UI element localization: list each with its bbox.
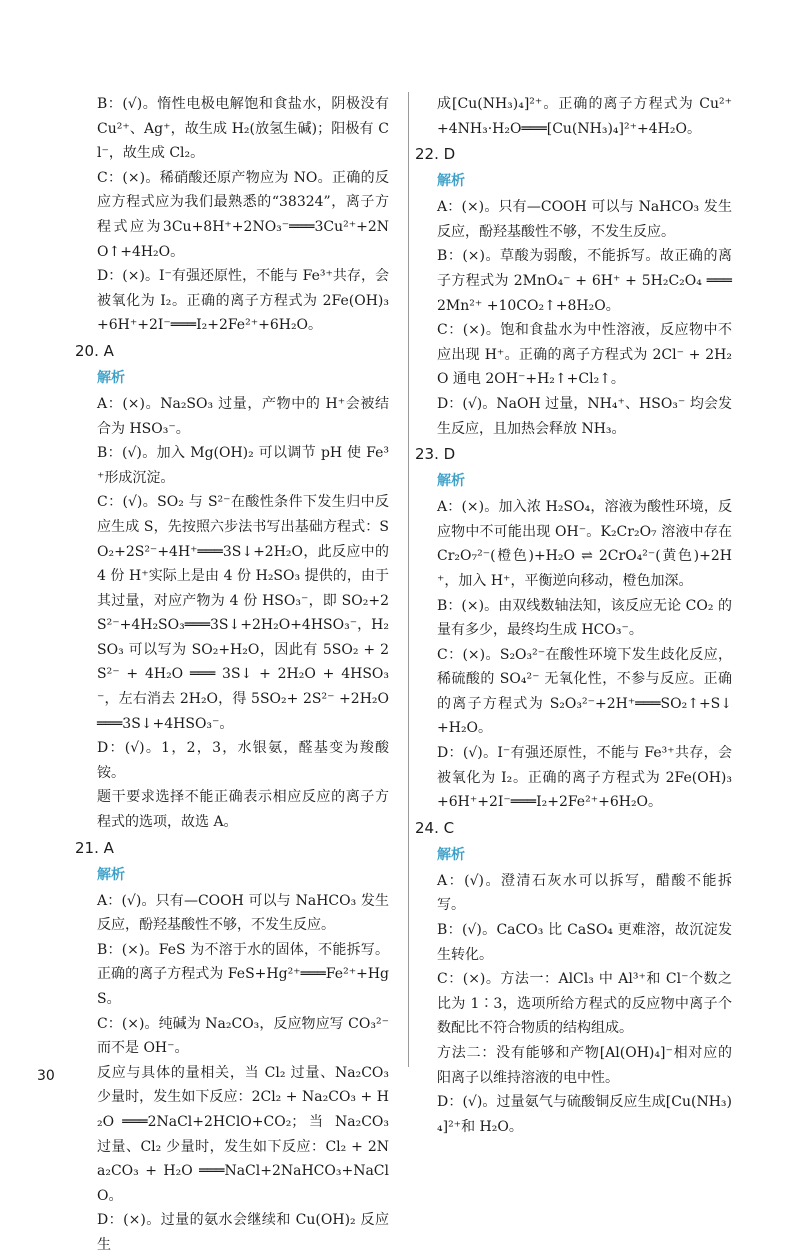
- paragraph: D：(√)。I⁻有强还原性，不能与 Fe³⁺共存，会被氧化为 I₂。正确的离子方程式为 2Fe(OH)₃ +6H⁺+2I⁻═══I₂+2Fe²⁺+6H₂O。: [437, 745, 732, 811]
- paragraph: C：(×)。方法一：AlCl₃ 中 Al³⁺和 Cl⁻个数之比为 1∶3，选项所给方程式的反应物中离子个数配比不符合物质的结构组成。: [437, 971, 732, 1037]
- paragraph: B：(√)。CaCO₃ 比 CaSO₄ 更难溶，故沉淀发生转化。: [437, 922, 732, 963]
- left-column: [75, 92, 389, 1258]
- paragraph: A：(√)。只有—COOH 可以与 NaHCO₃ 发生反应，酚羟基酸性不够，不发生反应。: [97, 892, 389, 934]
- paragraph: B：(√)。惰性电极电解饱和食盐水，阴极没有Cu²⁺、Ag⁺，故生成 H₂(放氢生碱)；阳极有 Cl⁻，故生成 Cl₂。: [97, 96, 389, 162]
- question-number: 21. A: [75, 838, 114, 857]
- analysis-heading: 解析: [437, 473, 465, 490]
- analysis-heading: 解析: [437, 173, 465, 190]
- paragraph: B：(×)。FeS 为不溶于水的固体，不能拆写。正确的离子方程式为 FeS+Hg²⁺═══Fe²⁺+HgS。: [97, 941, 389, 1007]
- paragraph: 方法二：没有能够和产物[Al(OH)₄]⁻相对应的阳离子以维持溶液的电中性。: [437, 1045, 732, 1086]
- paragraph: D：(×)。过量的氨水会继续和 Cu(OH)₂ 反应生: [97, 1212, 389, 1253]
- right-column: [415, 92, 732, 1139]
- paragraph: D：(√)。NaOH 过量，NH₄⁺、HSO₃⁻ 均会发生反应，且加热会释放 NH₃。: [437, 395, 732, 437]
- paragraph: C：(×)。稀硝酸还原产物应为 NO。正确的反应方程式应为我们最熟悉的“38324”，离子方程式应为3Cu+8H⁺+2NO₃⁻═══3Cu²⁺+2NO↑+4H₂O。: [97, 169, 389, 260]
- paragraph: C：(×)。饱和食盐水为中性溶液，反应物中不应出现 H⁺。正确的离子方程式为 2Cl⁻ + 2H₂O 通电 2OH⁻+H₂↑+Cl₂↑。: [437, 322, 732, 388]
- page-number: 30: [37, 1068, 55, 1084]
- paragraph: D：(×)。I⁻有强还原性，不能与 Fe³⁺共存，会被氧化为 I₂。正确的离子方程式为 2Fe(OH)₃ +6H⁺+2I⁻═══I₂+2Fe²⁺+6H₂O。: [97, 268, 389, 334]
- paragraph: D：(√)。1，2，3，水银氨，醛基变为羧酸铵。: [97, 740, 389, 781]
- paragraph: 成[Cu(NH₃)₄]²⁺。正确的离子方程式为 Cu²⁺ +4NH₃·H₂O═══[Cu(NH₃)₄]²⁺+4H₂O。: [437, 96, 732, 137]
- paragraph: C：(×)。纯碱为 Na₂CO₃，反应物应写 CO₃²⁻ 而不是 OH⁻。: [97, 1015, 389, 1057]
- paragraph: A：(√)。澄清石灰水可以拆写，醋酸不能拆写。: [437, 872, 732, 914]
- paragraph: D：(√)。过量氨气与硫酸铜反应生成[Cu(NH₃)₄]²⁺和 H₂O。: [437, 1094, 732, 1135]
- analysis-heading: 解析: [97, 369, 125, 386]
- question-number: 24. C: [415, 818, 455, 837]
- paragraph: A：(×)。加入浓 H₂SO₄，溶液为酸性环境，反应物中不可能出现 OH⁻。K₂Cr₂O₇ 溶液中存在Cr₂O₇²⁻(橙色)+H₂O ⇌ 2CrO₄²⁻(黄色)+2H⁺，加入 H⁺，平衡逆向移动，橙色加深。: [437, 499, 732, 589]
- analysis-heading: 解析: [437, 846, 465, 863]
- paragraph: A：(×)。只有—COOH 可以与 NaHCO₃ 发生反应，酚羟基酸性不够，不发生反应。: [437, 199, 732, 240]
- paragraph: B：(√)。加入 Mg(OH)₂ 可以调节 pH 使 Fe³⁺形成沉淀。: [97, 445, 389, 486]
- question-number: 23. D: [415, 445, 456, 464]
- paragraph: 题干要求选择不能正确表示相应反应的离子方程式的选项，故选 A。: [97, 789, 389, 831]
- paragraph: C：(√)。SO₂ 与 S²⁻在酸性条件下发生归中反应生成 S，先按照六步法书写出基础方程式：SO₂+2S²⁻+4H⁺═══3S↓+2H₂O，此反应中的 4 份 H⁺实际上是由 4 份 H₂SO₃ 提供的，由于其过量，对应产物为 4 份 HSO₃⁻，即 SO₂+2S²⁻+4H₂SO₃═══3S↓+2H₂O+4HSO₃⁻，H₂SO₃ 可以写为 SO₂+H₂O，因此有 5SO₂ + 2S²⁻ + 4H₂O ═══ 3S↓ + 2H₂O + 4HSO₃⁻，左右消去 2H₂O，得 5SO₂+ 2S²⁻ +2H₂O═══3S↓+4HSO₃⁻。: [97, 494, 389, 732]
- paragraph: B：(×)。草酸为弱酸，不能拆写。故正确的离子方程式为 2MnO₄⁻ + 6H⁺ + 5H₂C₂O₄ ═══2Mn²⁺ +10CO₂↑+8H₂O。: [437, 248, 732, 314]
- paragraph: B：(×)。由双线数轴法知，该反应无论 CO₂ 的量有多少，最终均生成 HCO₃⁻。: [437, 597, 732, 639]
- column-divider: [408, 92, 409, 1067]
- paragraph: 反应与具体的量相关，当 Cl₂ 过量、Na₂CO₃ 少量时，发生如下反应：2Cl₂ + Na₂CO₃ + H₂O ═══2NaCl+2HClO+CO₂；当 Na₂CO₃ 过量、Cl₂ 少量时，发生如下反应：Cl₂ + 2Na₂CO₃ + H₂O ═══NaCl+2NaHCO₃+NaClO。: [97, 1064, 389, 1204]
- question-number: 22. D: [415, 145, 456, 164]
- question-number: 20. A: [75, 341, 114, 360]
- paragraph: A：(×)。Na₂SO₃ 过量，产物中的 H⁺会被结合为 HSO₃⁻。: [97, 395, 389, 437]
- paragraph: C：(×)。S₂O₃²⁻在酸性环境下发生歧化反应，稀硫酸的 SO₄²⁻ 无氧化性，不参与反应。正确的离子方程式为 S₂O₃²⁻+2H⁺═══SO₂↑+S↓+H₂O。: [437, 646, 732, 737]
- analysis-heading: 解析: [97, 866, 125, 883]
